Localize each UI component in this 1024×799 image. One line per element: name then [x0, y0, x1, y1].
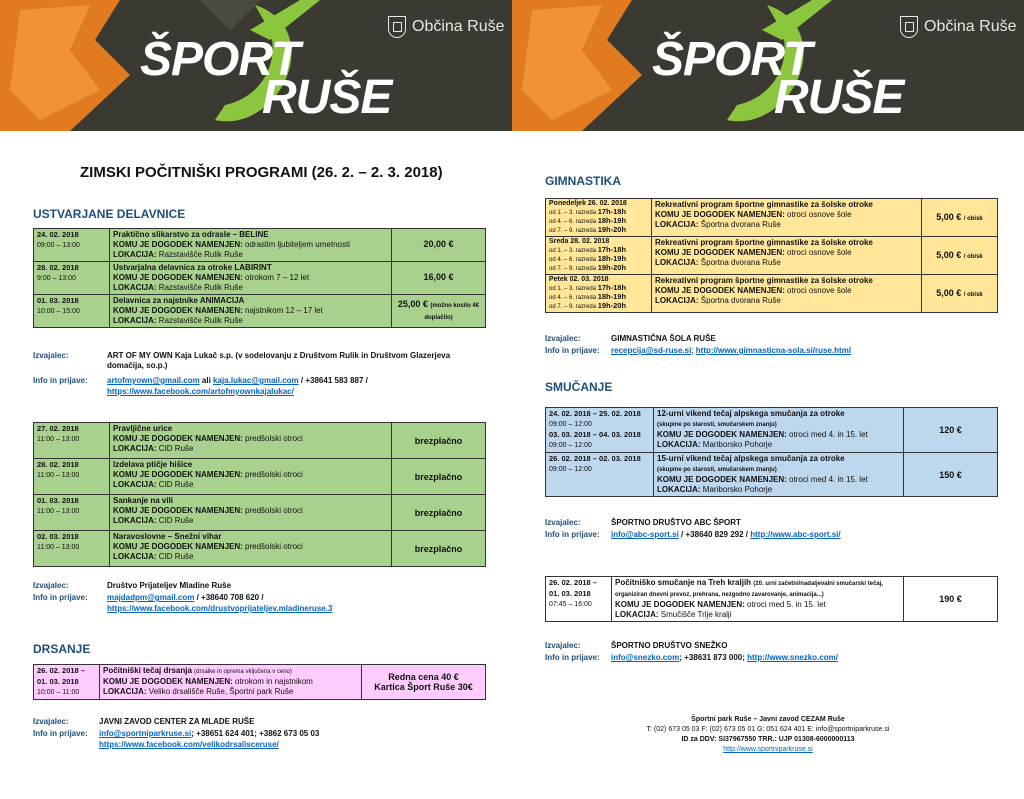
email-link[interactable]: kaja.lukac@gmail.com — [213, 376, 299, 385]
facebook-link[interactable]: https://www.facebook.com/drustvoprijateljev.mladineruse.3 — [107, 604, 333, 613]
section-delavnice: USTVARJANE DELAVNICE — [33, 207, 186, 221]
obcina-logo: Občina Ruše — [900, 16, 1017, 38]
cid-table — [33, 422, 486, 567]
logo-sport: ŠPORT — [140, 33, 300, 86]
section-drsanje: DRSANJE — [33, 642, 91, 656]
table-row: 01. 03. 2018 10:00 – 15:00 Delavnica za najstnike ANIMACIJA KOMU JE DOGODEK NAMENJEN: najstnikom 12 – 17 let LOKACIJA: Razstavišče Rulik Ruše 25,00 € (možno kosilo 4€ doplačilo) — [34, 295, 486, 328]
table-row: 26. 02. 2018 – 01. 03. 2018 10:00 – 11:00 Počitniški tečaj drsanja (drsalke in oprema vključena v ceno) KOMU JE DOGODEK NAMENJEN: otrokom in najstnikom LOKACIJA: Veliko drsališče Ruše, Športni park Ruše Redna cena 40 € Kartica Šport Ruše 30€ — [34, 665, 486, 700]
logo-sport: ŠPORT — [652, 33, 812, 86]
table-row: Sreda 28. 02. 2018 od 1. – 3. razreda 17h-18h od 4. – 6. razreda 18h-19h od 7. – 9. razreda 19h-20h Rekreativni program športne gimnastike za šolske otroke KOMU JE DOGODEK NAMENJEN: otroci osnove šole LOKACIJA: Športna dvorana Ruše 5,00 € / obisk — [546, 237, 998, 275]
logo-ruse: RUŠE — [262, 71, 392, 124]
delavnice-table — [33, 228, 486, 328]
cid-info: Izvajalec: Društvo Prijateljev Mladine Ruše Info in prijave: majdadpm@gmail.com / +38640 708 620 / https://www.facebook.com/drustvoprijateljev.mladineruse.3 — [33, 581, 333, 613]
email-link[interactable]: majdadpm@gmail.com — [107, 593, 195, 602]
table-row: 26. 02. 2018 – 01. 03. 2018 07:45 – 16:00 Počitniško smučanje na Treh kraljih (20. urni začetni/nadaljevalni smučarski tečaj, organiziran dnevni prevoz, prehrana, nezgodno zavarovanje, animacija...) KOMU JE DOGODEK NAMENJEN: otroci med 5. in 15. let LOKACIJA: Smučišče Trije kralji 190 € — [546, 577, 998, 622]
smucanje-table — [545, 407, 998, 497]
treh-kraljih-table — [545, 576, 998, 622]
email-link[interactable]: info@abc-sport.si — [611, 530, 679, 539]
facebook-link[interactable]: https://www.facebook.com/artofmyownkajalukac/ — [107, 387, 294, 396]
table-row: 27. 02. 2018 11:00 – 13:00 Pravljične urice KOMU JE DOGODEK NAMENJEN: predšolski otroci LOKACIJA: CID Ruše brezplačno — [34, 423, 486, 459]
crest-icon — [900, 16, 918, 38]
email-link[interactable]: recepcija@sd-ruse.si — [611, 346, 692, 355]
drsanje-info: Izvajalec: JAVNI ZAVOD CENTER ZA MLADE RUŠE Info in prijave: info@sportniparkruse.si; +38651 624 401; +3862 673 05 03 https://www.facebook.com/velikodrsalisceruse/ — [33, 717, 320, 749]
table-row: 28. 02. 2018 11:00 – 13:00 Izdelava ptičje hišice KOMU JE DOGODEK NAMENJEN: predšolski otroci LOKACIJA: CID Ruše brezplačno — [34, 459, 486, 495]
website-link[interactable]: http://www.sportniparkruse.si — [723, 746, 813, 753]
website-link[interactable]: http://www.snezko.com/ — [747, 653, 838, 662]
footer: Športni park Ruše – Javni zavod CEZAM Ruše T: (02) 673 05 03 F: (02) 673 05 01 G: 051 624 401 E: info@sportniparkruse.si ID za DDV: SI37967550 TRR.: UJP 01308-6000000113 http://www.sportniparkruse.si — [512, 715, 1024, 755]
obcina-logo: Občina Ruše — [388, 16, 505, 38]
table-row: 26. 02. 2018 – 02. 03. 2018 09:00 – 12:00 15-urni vikend tečaj alpskega smučanja za otroke (skupine po starosti, smučarskem znanju) KOMU JE DOGODEK NAMENJEN: otroci med 4. in 15. let LOKACIJA: Mariborsko Pohorje 150 € — [546, 453, 998, 497]
gimnastika-info: Izvajalec: GIMNASTIČNA ŠOLA RUŠE Info in prijave: recepcija@sd-ruse.si; http://www.gimnasticna-sola.si/ruse.html — [545, 334, 852, 355]
treh-info: Izvajalec: ŠPORTNO DRUŠTVO SNEŽKO Info in prijave: info@snezko.com; +38631 873 000; http://www.snezko.com/ — [545, 641, 838, 662]
drsanje-table — [33, 664, 486, 700]
table-row: 28. 02. 2018 9:00 – 13:00 Ustvarjalna delavnica za otroke LABIRINT KOMU JE DOGODEK NAMENJEN: otrokom 7 – 12 let LOKACIJA: Razstavišče Rulik Ruše 16,00 € — [34, 262, 486, 295]
logo-ruse: RUŠE — [774, 71, 904, 124]
website-link[interactable]: http://www.gimnasticna-sola.si/ruse.html — [695, 346, 852, 355]
table-row: Petek 02. 03. 2018 od 1. – 3. razreda 17h-18h od 4. – 6. razreda 18h-19h od 7. – 9. razreda 19h-20h Rekreativni program športne gimnastike za šolske otroke KOMU JE DOGODEK NAMENJEN: otroci osnove šole LOKACIJA: Športna dvorana Ruše 5,00 € / obisk — [546, 275, 998, 313]
table-row: 24. 02. 2018 – 25. 02. 2018 09:00 – 12:00 03. 03. 2018 – 04. 03. 2018 09:00 – 12:00 12-urni vikend tečaj alpskega smučanja za otroke (skupine po starosti, smučarskem znanju) KOMU JE DOGODEK NAMENJEN: otroci med 4. in 15. let LOKACIJA: Mariborsko Pohorje 120 € — [546, 408, 998, 453]
banner — [0, 0, 512, 131]
email-link[interactable]: info@sportniparkruse.si — [99, 729, 192, 738]
website-link[interactable]: http://www.abc-sport.si/ — [750, 530, 841, 539]
right-page — [512, 0, 1024, 799]
email-link[interactable]: artofmyown@gmail.com — [107, 376, 200, 385]
facebook-link[interactable]: https://www.facebook.com/velikodrsalisceruse/ — [99, 740, 279, 749]
banner — [512, 0, 1024, 131]
delavnice-info: Izvajalec: ART OF MY OWN Kaja Lukač s.p. (v sodelovanju z Društvom Rulik in Društvom Glazerjeva domačija, so.p.) Info in prijave: artofmyown@gmail.com ali kaja.lukac@gmail.com / +38641 583 887 / https://www.facebook.com/artofmyownkajalukac/ — [33, 351, 451, 396]
crest-icon — [388, 16, 406, 38]
page-title: ZIMSKI POČITNIŠKI PROGRAMI (26. 2. – 2. 3. 2018) — [80, 164, 443, 181]
gimnastika-table — [545, 198, 998, 313]
table-row: 01. 03. 2018 11:00 – 13:00 Sankanje na vili KOMU JE DOGODEK NAMENJEN: predšolski otroci LOKACIJA: CID Ruše brezplačno — [34, 495, 486, 531]
table-row: 02. 03. 2018 11:00 – 13:00 Naravoslovne – Snežni vihar KOMU JE DOGODEK NAMENJEN: predšolski otroci LOKACIJA: CID Ruše brezplačno — [34, 531, 486, 567]
table-row: Ponedeljek 26. 02. 2018 od 1. – 3. razreda 17h-18h od 4. – 6. razreda 18h-19h od 7. – 9. razreda 19h-20h Rekreativni program športne gimnastike za šolske otroke KOMU JE DOGODEK NAMENJEN: otroci osnove šole LOKACIJA: Športna dvorana Ruše 5,00 € / obisk — [546, 199, 998, 237]
smucanje-info: Izvajalec: ŠPORTNO DRUŠTVO ABC ŠPORT Info in prijave: info@abc-sport.si / +38640 829 292 / http://www.abc-sport.si/ — [545, 518, 841, 539]
email-link[interactable]: info@snezko.com — [611, 653, 680, 662]
section-smucanje: SMUČANJE — [545, 380, 613, 394]
section-gimnastika: GIMNASTIKA — [545, 174, 621, 188]
table-row: 24. 02. 2018 09:00 – 13:00 Praktično slikarstvo za odrasle – BELINE KOMU JE DOGODEK NAMENJEN: odraslim ljubiteljem umetnosti LOKACIJA: Razstavišče Rulik Ruše 20,00 € — [34, 229, 486, 262]
